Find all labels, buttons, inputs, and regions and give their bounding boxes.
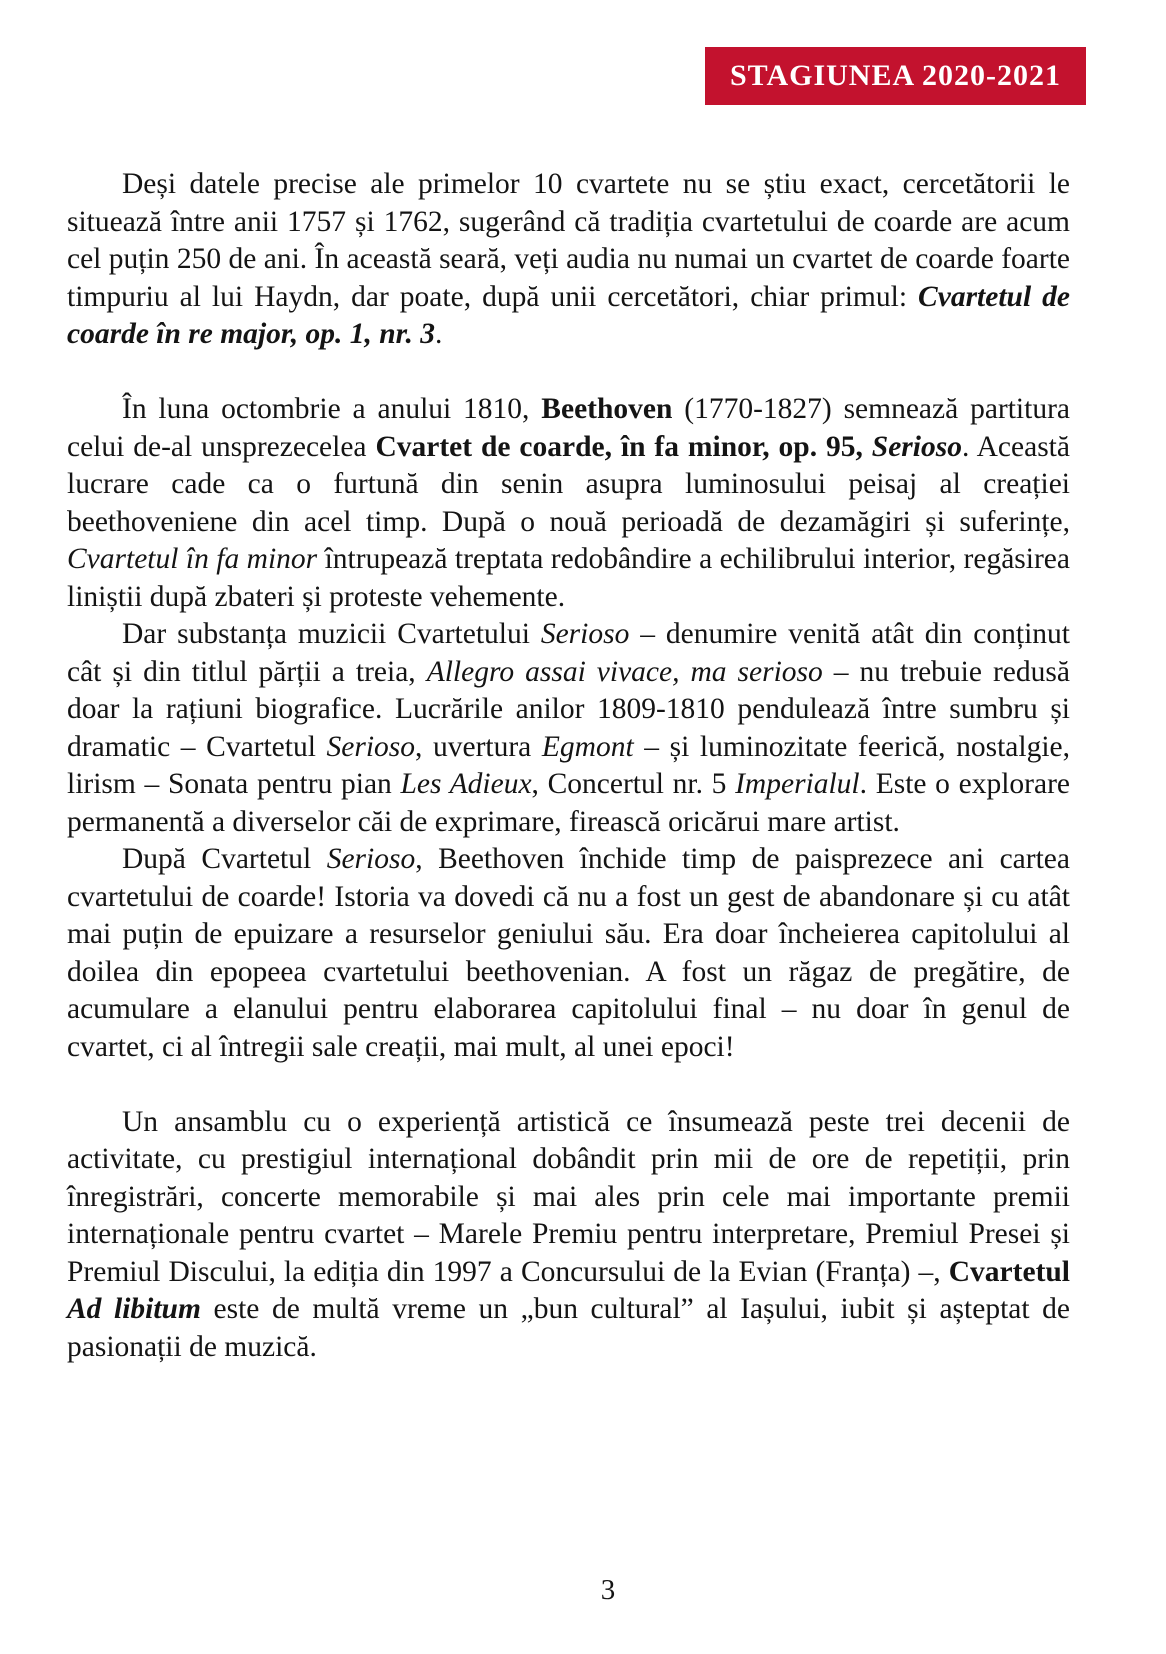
season-banner (705, 47, 1086, 105)
text-run: . (434, 318, 443, 350)
text-run: Beethoven (541, 393, 673, 425)
body-text (67, 166, 1070, 1366)
paragraph (67, 166, 1070, 354)
text-run: – denumire venită atât din conținut cât și din titlul părții a treia, (67, 618, 1070, 688)
text-run: , uvertura (415, 730, 542, 763)
text-run: Serioso (326, 730, 416, 763)
text-run: – nu trebuie redusă doar la rațiuni biografice. Lucrările anilor 1809-1810 pendulează între sumbru și dramatic – Cvartetul (67, 655, 1070, 763)
text-run: este de multă vreme un „bun cultural” al Iașului, iubit și așteptat de pasionații de muzică. (67, 1293, 1070, 1363)
text-run: , Beethoven închide timp de paisprezece ani cartea cvartetului de coarde! Istoria va dovedi că nu a fost un gest de abandonare și cu atât mai puțin de epuizare a resurselor geniului său. Era doar încheierea capitolului al doilea din epopeea cvartetului beethovenian. A fost un răgaz de pregătire, de acumulare a elanului pentru elaborarea capitolului final – nu doar în genul de cvartet, ci al întregii sale creații, mai mult, al unei epoci! (67, 843, 1070, 1063)
text-run: Un ansamblu cu o experiență artistică ce însumează peste trei decenii de activitate, cu prestigiul internațional dobândit prin mii de ore de repetiții, prin înregistrări, concerte memorabile și mai ales prin cele mai importante premii internaționale pentru cvartet – Marele Premiu pentru interpretare, Premiul Presei și Premiul Discului, la ediția din 1997 a Concursului de la Evian (Franța) –, (67, 1105, 1070, 1288)
paragraph (67, 391, 1070, 616)
text-run: Les Adieux (400, 768, 532, 800)
paragraph (67, 841, 1070, 1066)
text-run: Serioso (326, 843, 416, 875)
text-run: Allegro assai vivace, ma serioso (426, 655, 823, 688)
text-run: Cvartetul de coarde în re major, op. 1, nr. 3 (67, 280, 1070, 350)
text-run: După Cvartetul (122, 843, 327, 875)
text-run: Egmont (541, 730, 634, 763)
text-run: întrupează treptata redobândire a echilibrului interior, regăsirea liniștii după zbateri și proteste vehemente. (67, 543, 1070, 613)
paragraph (67, 616, 1070, 841)
text-run: – și luminozitate feerică, nostalgie, lirism – Sonata pentru pian (67, 730, 1071, 800)
text-run: Serioso (871, 430, 962, 463)
text-run: (1770-1827) semnează partitura celui de-al unsprezecelea (67, 393, 1070, 463)
text-run: Deși datele precise ale primelor 10 cvartete nu se știu exact, cercetătorii le situează între anii 1757 și 1762, sugerând că tradiția cvartetului de coarde are acum cel puțin 250 de ani. În această seară, veți audia nu numai un cvartet de coarde foarte timpuriu al lui Haydn, dar poate, după unii cercetători, chiar primul: (67, 168, 1070, 313)
text-run: Cvartet de coarde, în fa minor, op. 95, (375, 430, 872, 463)
text-run: , Concertul nr. 5 (531, 768, 736, 800)
text-run: Imperialul (735, 768, 860, 800)
text-run: . Această lucrare cade ca o furtună din senin asupra luminosului peisaj al creației beethoveniene din acel timp. După o nouă perioadă de dezamăgiri și suferințe, (67, 430, 1070, 538)
text-run: Ad libitum (67, 1293, 201, 1325)
season-banner-label: STAGIUNEA 2020-2021 (730, 59, 1061, 92)
text-run: Serioso (540, 618, 630, 650)
text-run: Dar substanța muzicii Cvartetului (122, 618, 541, 650)
text-run: Cvartetul în fa minor (67, 543, 318, 575)
paragraph (67, 1104, 1070, 1367)
text-run: . Este o explorare permanentă a diverselor căi de exprimare, firească oricărui mare artist. (67, 768, 1071, 838)
text-run: În luna octombrie a anului 1810, (122, 393, 542, 425)
text-run: Cvartetul (948, 1255, 1070, 1288)
page-number: 3 (600, 1574, 616, 1606)
